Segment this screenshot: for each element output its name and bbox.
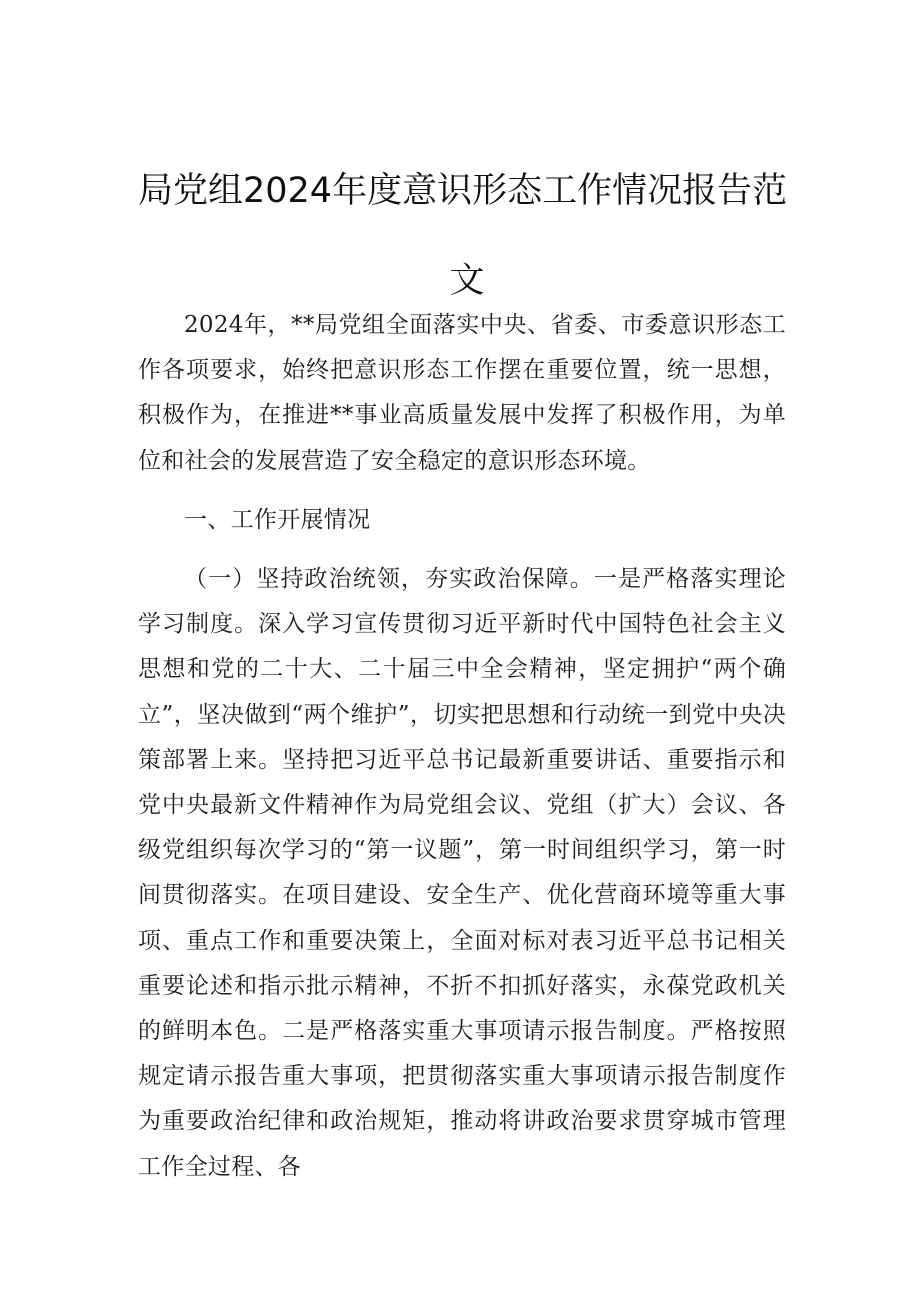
document-title-line1: 局党组2024年度意识形态工作情况报告范 xyxy=(138,171,788,211)
intro-paragraph: 2024年，**局党组全面落实中央、省委、市委意识形态工作各项要求，始终把意识形态工作摆在重要位置，统一思想，积极作为，在推进**事业高质量发展中发挥了积极作用，为单位和社会的发展营造了安全稳定的意识形态环境。 xyxy=(138,312,786,474)
document-title-line2: 文 xyxy=(449,261,485,301)
document-body xyxy=(138,303,786,1190)
section-paragraph: （一）坚持政治统领，夯实政治保障。一是严格落实理论学习制度。深入学习宣传贯彻习近平新时代中国特色社会主义思想和党的二十大、二十届三中全会精神，坚定拥护“两个确立”，坚决做到“两个维护”，切实把思想和行动统一到党中央决策部署上来。坚持把习近平总书记最新重要讲话、重要指示和党中央最新文件精神作为局党组会议、党组（扩大）会议、各级党组织每次学习的“第一议题”，第一时间组织学习，第一时间贯彻落实。在项目建设、安全生产、优化营商环境等重大事项、重点工作和重要决策上，全面对标对表习近平总书记相关重要论述和指示批示精神，不折不扣抓好落实，永葆党政机关的鲜明本色。二是严格落实重大事项请示报告制度。严格按照规定请示报告重大事项，把贯彻落实重大事项请示报告制度作为重要政治纪律和政治规矩，推动将讲政治要求贯穿城市管理工作全过程、各 xyxy=(138,566,786,1180)
document-title xyxy=(138,146,788,326)
section-heading: 一、工作开展情况 xyxy=(184,506,371,533)
